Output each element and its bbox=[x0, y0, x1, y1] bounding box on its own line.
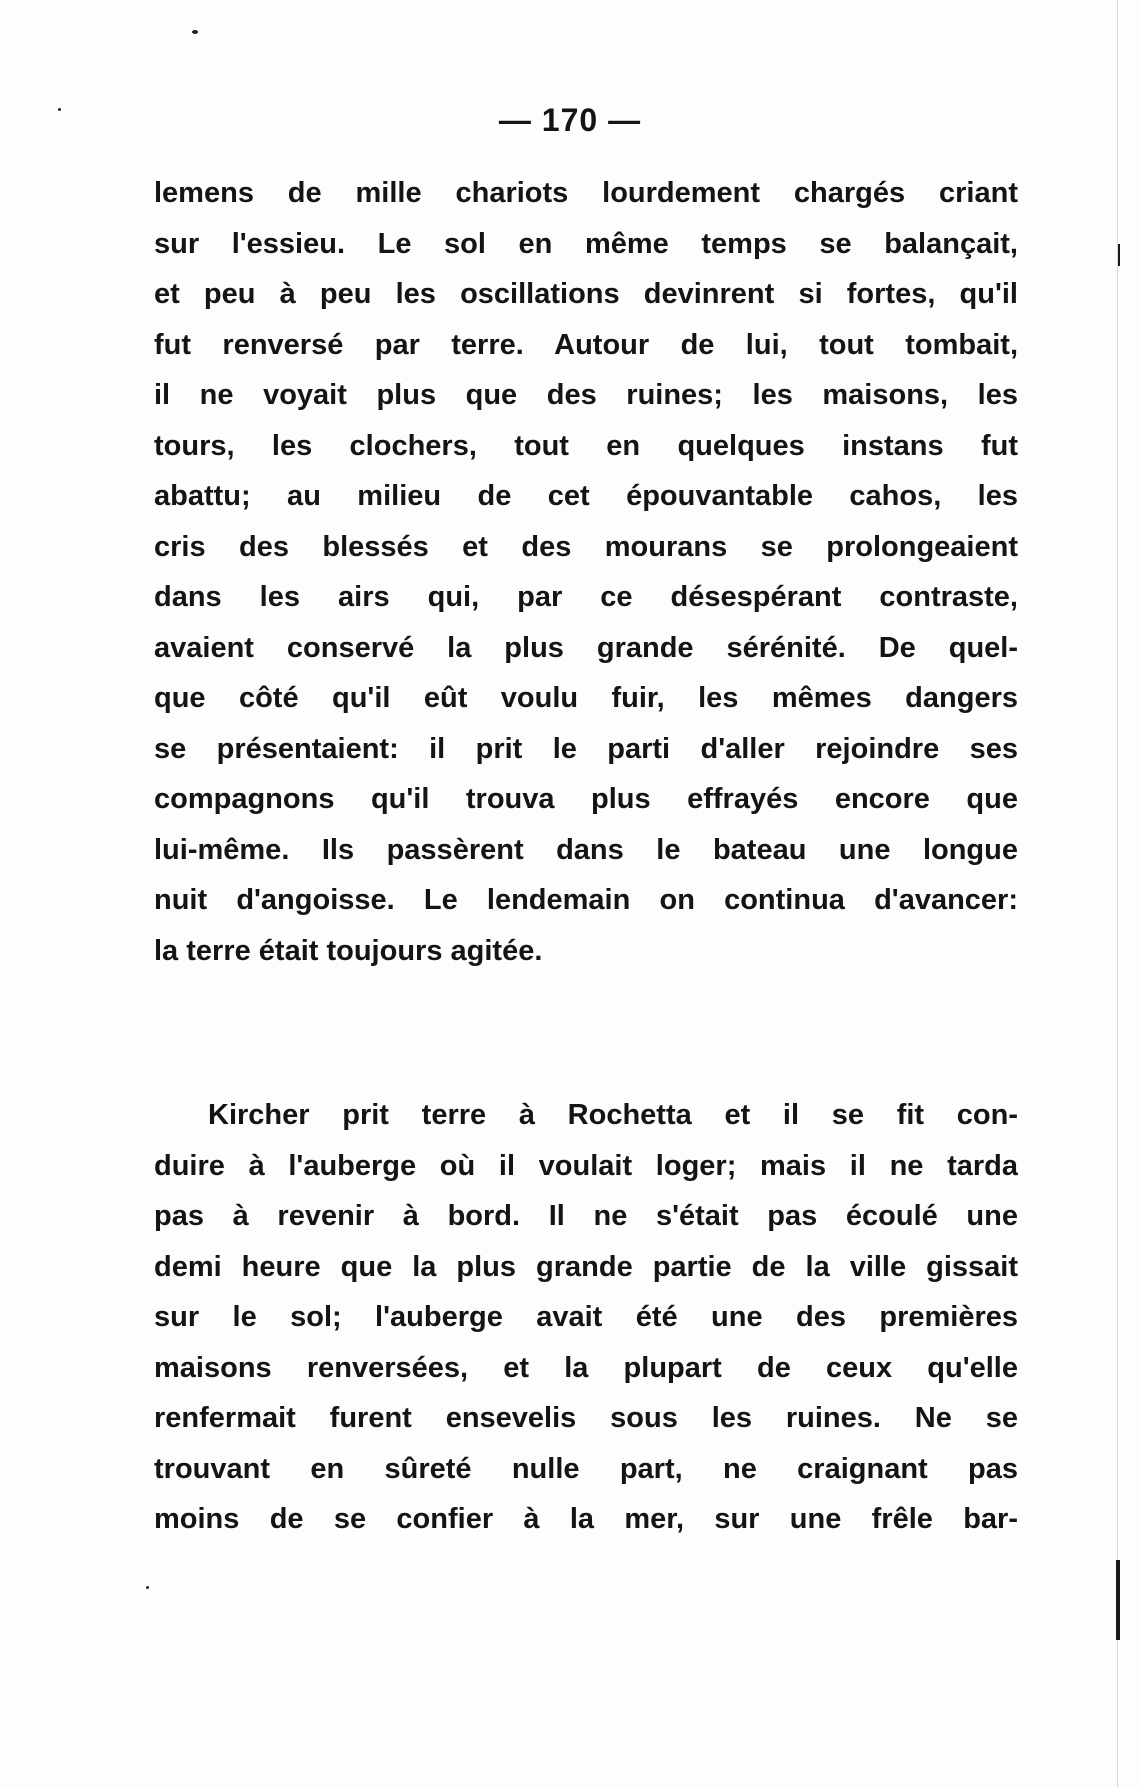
text-line: nuit d'angoisse. Le lendemain on continua d'avancer: bbox=[154, 884, 1018, 916]
text-line: avaient conservé la plus grande sérénité. De quel- bbox=[154, 631, 1018, 664]
scan-speck bbox=[192, 30, 198, 34]
text-line: tours, les clochers, tout en quelques instans fut bbox=[154, 429, 1018, 462]
text-line: abattu; au milieu de cet épouvantable cahos, les bbox=[154, 480, 1018, 512]
text-line: dans les airs qui, par ce désespérant contraste, bbox=[154, 581, 1018, 613]
paragraph bbox=[154, 168, 1018, 976]
text-line: lui-même. Ils passèrent dans le bateau une longue bbox=[154, 833, 1018, 866]
text-line: Kircher prit terre à Rochetta et il se fit con- bbox=[208, 1099, 1018, 1131]
paragraph bbox=[154, 1090, 1018, 1545]
text-line: la terre était toujours agitée. bbox=[154, 934, 543, 967]
text-line: sur le sol; l'auberge avait été une des premières bbox=[154, 1301, 1018, 1333]
text-line: cris des blessés et des mourans se prolongeaient bbox=[154, 530, 1018, 563]
scan-edge-mark bbox=[1116, 1560, 1120, 1640]
text-line: se présentaient: il prit le parti d'aller rejoindre ses bbox=[154, 732, 1018, 765]
text-line: pas à revenir à bord. Il ne s'était pas écoulé une bbox=[154, 1200, 1018, 1232]
text-line: et peu à peu les oscillations devinrent si fortes, qu'il bbox=[154, 278, 1018, 310]
text-line: lemens de mille chariots lourdement chargés criant bbox=[154, 177, 1018, 209]
text-line: compagnons qu'il trouva plus effrayés encore que bbox=[154, 783, 1018, 815]
text-line: que côté qu'il eût voulu fuir, les mêmes dangers bbox=[154, 682, 1018, 714]
text-line: demi heure que la plus grande partie de la ville gissait bbox=[154, 1250, 1018, 1283]
text-line: moins de se confier à la mer, sur une frêle bar- bbox=[154, 1503, 1018, 1535]
text-line: trouvant en sûreté nulle part, ne craignant pas bbox=[154, 1452, 1018, 1485]
text-line: il ne voyait plus que des ruines; les maisons, les bbox=[154, 379, 1018, 411]
text-line: duire à l'auberge où il voulait loger; mais il ne tarda bbox=[154, 1149, 1018, 1182]
scan-edge-line bbox=[1117, 0, 1118, 1787]
text-line: sur l'essieu. Le sol en même temps se balançait, bbox=[154, 227, 1018, 260]
text-line: renfermait furent ensevelis sous les ruines. Ne se bbox=[154, 1402, 1018, 1434]
scan-speck bbox=[146, 1586, 149, 1589]
scan-edge-mark bbox=[1118, 244, 1120, 266]
text-line: maisons renversées, et la plupart de ceux qu'elle bbox=[154, 1351, 1018, 1384]
page-number: — 170 — bbox=[498, 102, 642, 138]
text-line: fut renversé par terre. Autour de lui, tout tombait, bbox=[154, 328, 1018, 361]
